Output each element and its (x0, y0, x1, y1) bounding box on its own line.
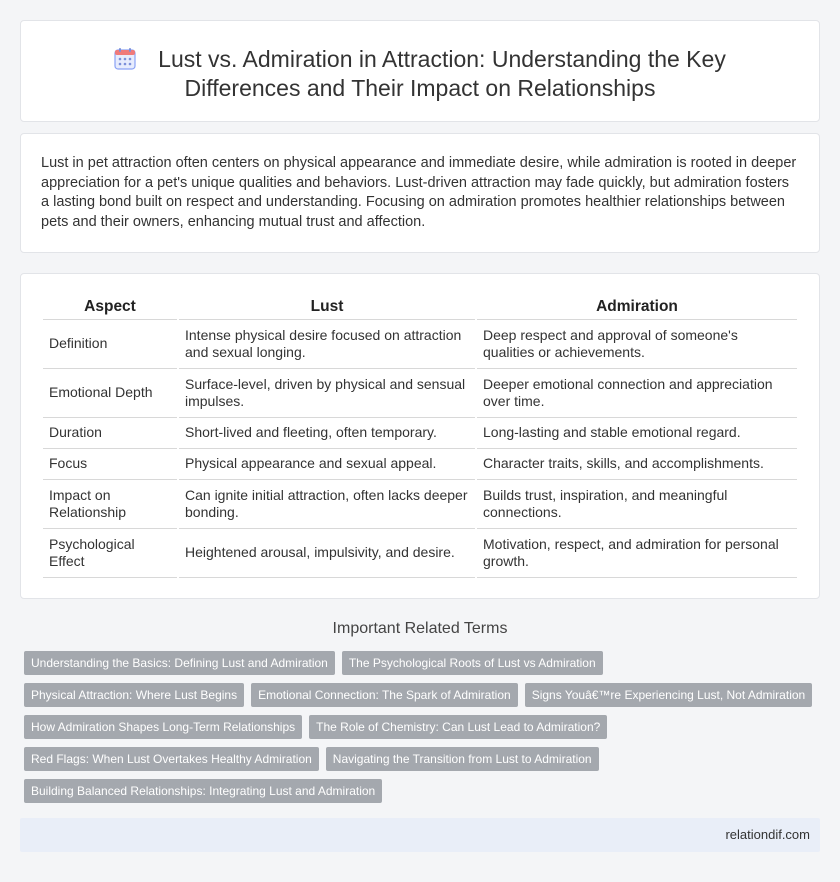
related-term-tag[interactable]: Emotional Connection: The Spark of Admiration (251, 683, 518, 707)
table-header-row (43, 294, 797, 320)
footer-site-link[interactable]: relationdif.com (725, 827, 810, 842)
header-admiration: Admiration (477, 294, 797, 320)
table-row (43, 480, 797, 529)
tag-row (24, 747, 824, 771)
table-row (43, 529, 797, 578)
related-term-tag[interactable]: The Role of Chemistry: Can Lust Lead to Admiration? (309, 715, 607, 739)
footer (20, 818, 820, 852)
header-lust: Lust (179, 294, 475, 320)
table-row (43, 369, 797, 418)
cell-admiration: Character traits, skills, and accomplishments. (477, 449, 797, 480)
cell-admiration: Deep respect and approval of someone's qualities or achievements. (477, 320, 797, 369)
tag-row (24, 683, 824, 707)
cell-admiration: Deeper emotional connection and appreciation over time. (477, 369, 797, 418)
related-term-tag[interactable]: How Admiration Shapes Long-Term Relationships (24, 715, 302, 739)
tag-row (24, 715, 824, 739)
cell-lust: Short-lived and fleeting, often temporary. (179, 418, 475, 449)
table-row (43, 418, 797, 449)
cell-lust: Heightened arousal, impulsivity, and desire. (179, 529, 475, 578)
cell-aspect: Focus (43, 449, 177, 480)
comparison-table-card (20, 273, 820, 599)
related-term-tag[interactable]: The Psychological Roots of Lust vs Admiration (342, 651, 603, 675)
intro-card (20, 133, 820, 253)
intro-paragraph: Lust in pet attraction often centers on physical appearance and immediate desire, while admiration is rooted in deeper appreciation for a pet's unique qualities and behaviors. Lust-driven attraction may fade quickly, but admiration fosters a lasting bond built on respect and understanding. Focusing on admiration promotes healthier relationships between pets and their owners, enhancing mutual trust and affection. (41, 155, 797, 230)
tag-row (24, 651, 824, 675)
calendar-icon (114, 48, 136, 70)
cell-aspect: Duration (43, 418, 177, 449)
related-term-tag[interactable]: Red Flags: When Lust Overtakes Healthy Admiration (24, 747, 319, 771)
cell-lust: Intense physical desire focused on attraction and sexual longing. (179, 320, 475, 369)
related-term-tag[interactable]: Navigating the Transition from Lust to Admiration (326, 747, 599, 771)
title-card (20, 20, 820, 122)
tag-row (24, 779, 824, 803)
page-title-container (21, 45, 819, 103)
related-terms-list (24, 651, 824, 811)
page-title: Lust vs. Admiration in Attraction: Understanding the Key Differences and Their Impact on Relationships (158, 46, 726, 101)
related-term-tag[interactable]: Physical Attraction: Where Lust Begins (24, 683, 244, 707)
cell-admiration: Long-lasting and stable emotional regard. (477, 418, 797, 449)
cell-aspect: Psychological Effect (43, 529, 177, 578)
table-row (43, 449, 797, 480)
cell-admiration: Builds trust, inspiration, and meaningful connections. (477, 480, 797, 529)
cell-aspect: Emotional Depth (43, 369, 177, 418)
cell-lust: Can ignite initial attraction, often lacks deeper bonding. (179, 480, 475, 529)
cell-lust: Surface-level, driven by physical and sensual impulses. (179, 369, 475, 418)
comparison-table (41, 294, 799, 578)
cell-admiration: Motivation, respect, and admiration for personal growth. (477, 529, 797, 578)
header-aspect: Aspect (43, 294, 177, 320)
related-term-tag[interactable]: Signs Youâ€™re Experiencing Lust, Not Admiration (525, 683, 813, 707)
related-term-tag[interactable]: Building Balanced Relationships: Integrating Lust and Admiration (24, 779, 382, 803)
related-term-tag[interactable]: Understanding the Basics: Defining Lust and Admiration (24, 651, 335, 675)
cell-aspect: Impact on Relationship (43, 480, 177, 529)
related-terms-title: Important Related Terms (332, 620, 508, 637)
table-row (43, 320, 797, 369)
cell-lust: Physical appearance and sexual appeal. (179, 449, 475, 480)
cell-aspect: Definition (43, 320, 177, 369)
